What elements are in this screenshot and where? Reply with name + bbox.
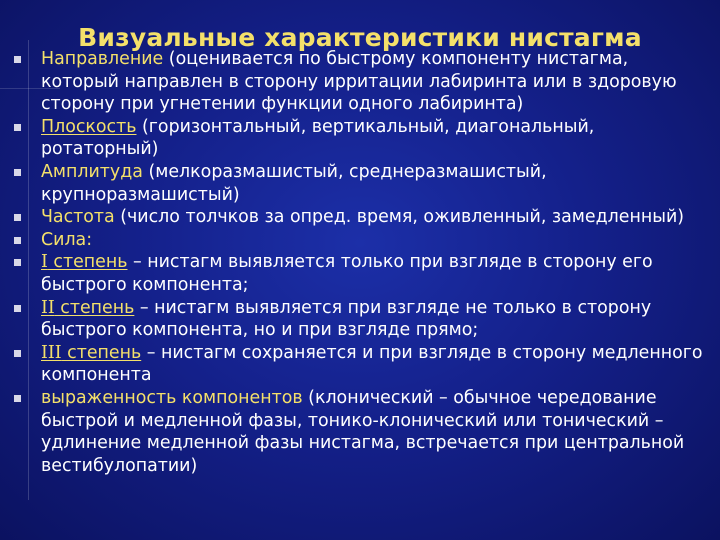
list-item	[12, 206, 708, 229]
list-item	[12, 116, 708, 161]
square-bullet-icon	[14, 237, 21, 244]
list-item	[12, 297, 708, 342]
item-term: степень	[61, 342, 142, 363]
item-term: Направление	[41, 49, 164, 69]
list-item	[12, 342, 708, 387]
item-term: Плоскость	[41, 116, 137, 137]
item-term: Частота	[41, 207, 115, 228]
item-text: (клонический – обычное чередование быстрой и медленной фазы, тонико-клонический или тонический – удлинение медленной фазы нистагма, встречается при центральной вестибулопатии)	[41, 387, 685, 476]
item-text: – нистагм выявляется при взгляде не только в сторону быстрого компонента, но и при взгляде прямо;	[41, 297, 652, 341]
item-numeral: III	[41, 342, 62, 363]
item-term: Амплитуда	[41, 161, 143, 182]
item-term: степень	[47, 252, 128, 273]
item-term: выраженность компонентов	[41, 387, 303, 408]
square-bullet-icon	[14, 305, 21, 312]
slide-title: Визуальные характеристики нистагма	[78, 22, 642, 52]
item-numeral: I	[41, 252, 48, 273]
item-numeral: II	[41, 297, 55, 318]
list-item	[12, 387, 708, 477]
square-bullet-icon	[14, 169, 21, 176]
item-text: – нистагм выявляется только при взгляде в сторону его быстрого компонента;	[41, 252, 653, 295]
list-item	[12, 161, 708, 206]
item-text: (число толчков за опред. время, оживленный, замедленный)	[114, 207, 685, 228]
item-text: – нистагм сохраняется и при взгляде в сторону медленного компонента	[41, 342, 703, 386]
item-term: Сила:	[41, 229, 93, 250]
item-text: (оценивается по быстрому компоненту нистагма, который направлен в сторону ирритации лабиринта или в здоровую сторону при угнетении функции одного лабиринта)	[41, 49, 677, 115]
square-bullet-icon	[14, 350, 21, 357]
list-item	[12, 251, 708, 296]
bullet-list	[12, 48, 708, 477]
list-item	[12, 48, 708, 116]
list-item	[12, 229, 708, 252]
square-bullet-icon	[14, 259, 21, 266]
square-bullet-icon	[14, 214, 21, 221]
square-bullet-icon	[14, 124, 21, 131]
square-bullet-icon	[14, 395, 21, 402]
item-text: (мелкоразмашистый, среднеразмашистый, крупноразмашистый)	[41, 161, 547, 205]
item-text: (горизонтальный, вертикальный, диагональный, ротаторный)	[41, 116, 595, 160]
item-term: степень	[54, 297, 135, 318]
square-bullet-icon	[14, 56, 21, 63]
